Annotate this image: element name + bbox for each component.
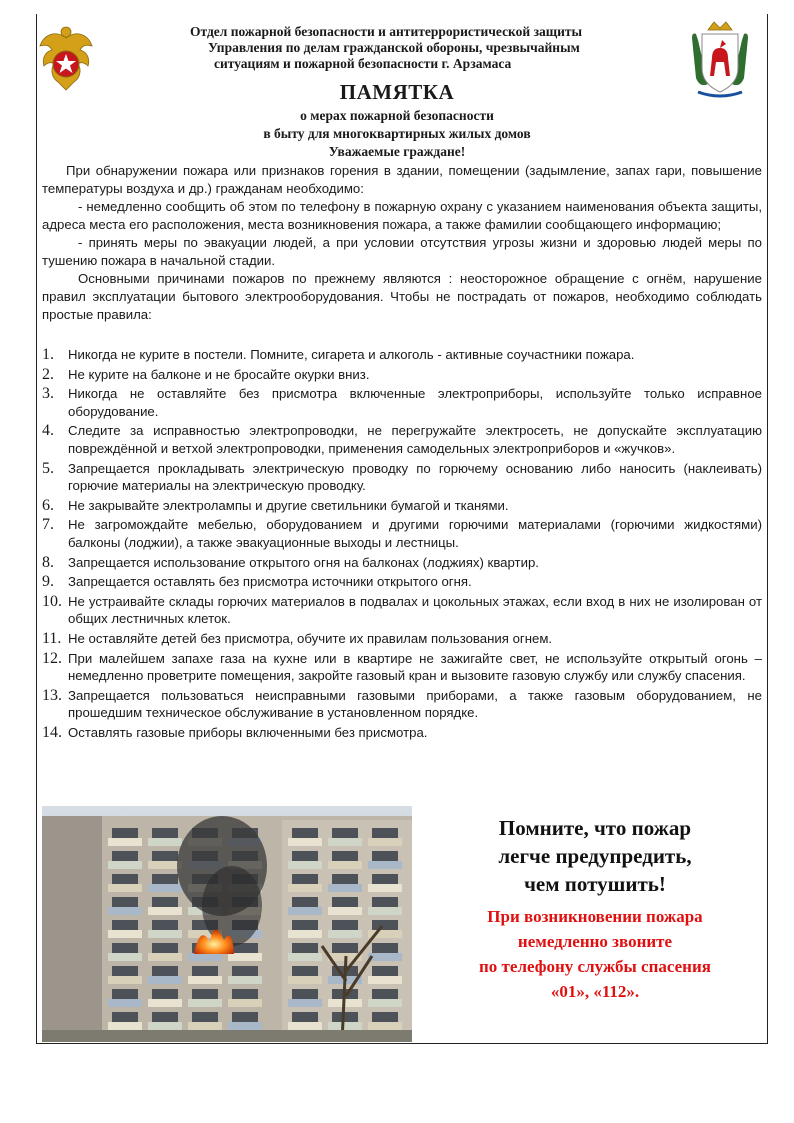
- rule-number: 13.: [42, 686, 62, 704]
- rule-item: [42, 573, 762, 591]
- greeting: Уважаемые граждане!: [328, 144, 466, 159]
- rule-number: 6.: [42, 496, 54, 514]
- rule-text: Не устраивайте склады горючих материалов в подвалах и цокольных этажах, если вход в них не изолирован от общих лестничных клеток.: [68, 593, 762, 627]
- rule-item: [42, 516, 762, 551]
- rule-number: 12.: [42, 649, 62, 667]
- header-line-2: Управления по делам гражданской обороны, чрезвычайным: [208, 40, 580, 55]
- slogan-line-1: Помните, что пожар: [498, 816, 692, 840]
- rule-item: [42, 630, 762, 648]
- rule-number: 10.: [42, 592, 62, 610]
- slogan-line-2: легче предупредить,: [498, 844, 692, 868]
- rule-text: Следите за исправностью электропроводки, не перегружайте электросеть, не допускайте эксплуатацию повреждённой и ветхой электропроводки, применения самодельных электроприборов и «жучков».: [68, 423, 762, 456]
- slogan-line-3: чем потушить!: [524, 872, 666, 896]
- rule-number: 5.: [42, 459, 54, 477]
- rule-text: Не загромождайте мебелью, оборудованием и другими горючими материалами (горючими жидкостями) балконы (лоджии), а также эвакуационные выходы и лестницы.: [68, 517, 762, 550]
- rule-number: 4.: [42, 422, 54, 440]
- burning-building-photo: [42, 806, 412, 1042]
- rule-item: [42, 687, 762, 722]
- rule-item: [42, 650, 762, 685]
- intro-text: [42, 162, 762, 324]
- rule-text: Не оставляйте детей без присмотра, обучите их правилам пользования огнем.: [68, 630, 553, 646]
- rule-item: [42, 385, 762, 420]
- callout-line-2: немедленно звоните: [517, 932, 673, 951]
- rule-text: Запрещается оставлять без присмотра источники открытого огня.: [68, 574, 472, 590]
- rule-text: Никогда не оставляйте без присмотра включенные электроприборы, используйте только исправное оборудование.: [68, 386, 762, 419]
- rule-number: 14.: [42, 723, 62, 741]
- intro-paragraph-4: Основными причинами пожаров по прежнему являются : неосторожное обращение с огнём, нарушение правил эксплуатации бытового электрооборудования. Чтобы не пострадать от пожаров, необходимо соблюдать простые правила:: [42, 271, 762, 322]
- organization-header: [150, 24, 670, 72]
- rule-number: 3.: [42, 385, 54, 403]
- rule-text: Не курите на балконе и не бросайте окурки вниз.: [68, 366, 370, 382]
- rule-text: Оставлять газовые приборы включенными без присмотра.: [68, 724, 428, 740]
- rule-number: 7.: [42, 516, 54, 534]
- intro-paragraph-3: - принять меры по эвакуации людей, а при условии отсутствия угрозы жизни и здоровью людей меры по тушению пожара в начальной стадии.: [42, 235, 762, 268]
- callout-line-3: по телефону службы спасения: [479, 957, 711, 976]
- intro-paragraph-1: При обнаружении пожара или признаков горения в здании, помещении (задымление, запах гари, повышение температуры воздуха и др.) гражданам необходимо:: [42, 163, 762, 196]
- rule-item: [42, 724, 762, 742]
- rules-list: [42, 346, 762, 743]
- rule-item: [42, 422, 762, 457]
- callout-line-1: При возникновении пожара: [487, 907, 703, 926]
- header-line-1: Отдел пожарной безопасности и антитеррористической защиты: [190, 24, 583, 39]
- rule-item: [42, 366, 762, 384]
- rule-item: [42, 593, 762, 628]
- rule-number: 11.: [42, 629, 62, 647]
- emergency-numbers: «01», «112».: [550, 982, 640, 1001]
- document-title: ПАМЯТКА: [339, 80, 455, 104]
- subtitle-line-2: в быту для многоквартирных жилых домов: [263, 126, 531, 141]
- rule-text: Запрещается использование открытого огня на балконах (лоджиях) квартир.: [68, 554, 539, 570]
- rule-text: Не закрывайте электролампы и другие светильники бумагой и тканями.: [68, 497, 509, 513]
- rule-text: Никогда не курите в постели. Помните, сигарета и алкоголь - активные соучастники пожара.: [68, 347, 635, 362]
- subtitle-line-1: о мерах пожарной безопасности: [300, 108, 494, 123]
- rule-item: [42, 497, 762, 515]
- header-line-3: ситуациям и пожарной безопасности г. Арзамаса: [214, 56, 512, 71]
- rule-number: 9.: [42, 573, 54, 591]
- rule-item: [42, 346, 762, 364]
- rule-number: 2.: [42, 365, 54, 383]
- rule-item: [42, 460, 762, 495]
- slogan: [430, 814, 760, 898]
- rule-text: Запрещается пользоваться неисправными газовыми приборами, а также газовым оборудованием, не прошедшим техническое обслуживание в установленном порядке.: [68, 687, 762, 721]
- rule-number: 8.: [42, 553, 54, 571]
- emergency-callout: [430, 904, 760, 1004]
- rule-item: [42, 554, 762, 572]
- rule-text: Запрещается прокладывать электрическую проводку по горючему основанию либо наносить (наклеивать) горючие материалы на электрическую проводку.: [68, 460, 762, 494]
- intro-paragraph-2: - немедленно сообщить об этом по телефону в пожарную охрану с указанием наименования объекта защиты, адреса места его расположения, места возникновения пожара, а также фамилии сообщающего информацию;: [42, 199, 762, 232]
- rule-number: 1.: [42, 346, 54, 363]
- rule-text: При малейшем запахе газа на кухне или в квартире не зажигайте свет, не используйте открытый огонь – немедленно проветрите помещения, закройте газовый кран и вызовите газовую службу или службу спасения.: [68, 650, 762, 684]
